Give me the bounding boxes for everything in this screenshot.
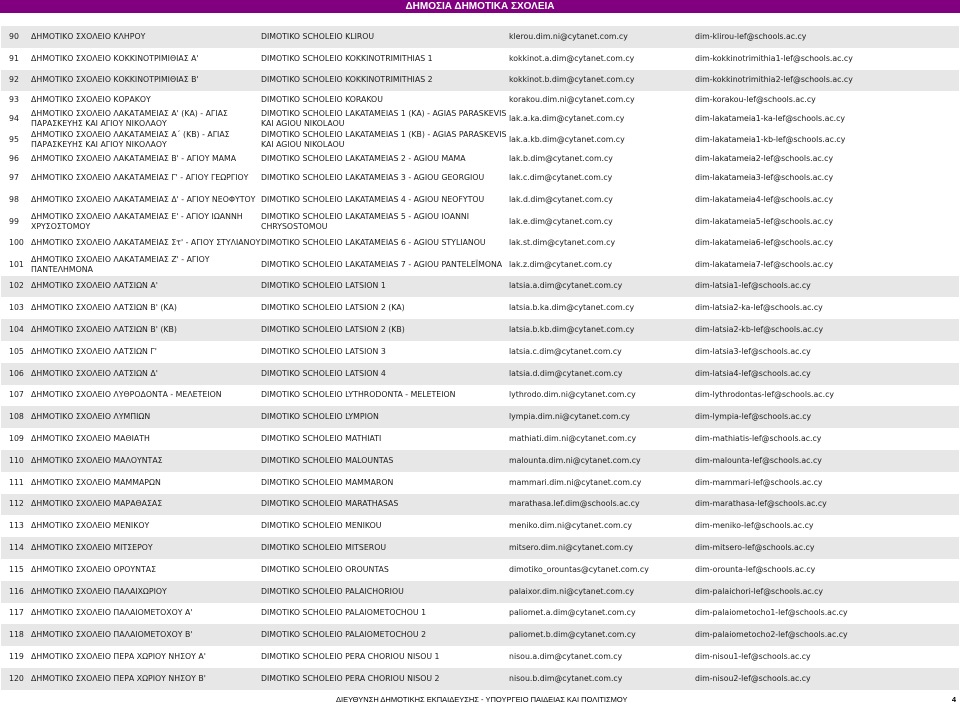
school-name-latin: DIMOTIKO SCHOLEIO LAKATAMEIAS 7 - AGIOU PANTELEÏMONA <box>261 259 503 269</box>
school-name-greek: ΔΗΜΟΤΙΚΟ ΣΧΟΛΕΙΟ ΠΑΛΑΙΧΩΡΙΟΥ <box>31 581 261 603</box>
school-email: lak.b.dim@cytanet.com.cy <box>509 154 613 164</box>
school-name-latin: DIMOTIKO SCHOLEIO MENIKOU <box>261 521 382 531</box>
row-number: 110 <box>1 450 31 472</box>
row-number: 117 <box>9 608 24 618</box>
school-school-email: dim-mitsero-lef@schools.ac.cy <box>695 537 959 559</box>
school-name-greek: ΔΗΜΟΤΙΚΟ ΣΧΟΛΕΙΟ ΛΥΜΠΙΩΝ <box>31 406 261 428</box>
school-email: palaixor.dim.ni@cytanet.com.cy <box>509 581 695 603</box>
row-number: 99 <box>9 216 19 226</box>
table-row <box>1 91 959 108</box>
school-school-email: dim-latsia2-ka-lef@schools.ac.cy <box>695 303 823 313</box>
row-number: 98 <box>9 194 19 204</box>
school-name-greek: ΔΗΜΟΤΙΚΟ ΣΧΟΛΕΙΟ ΠΕΡΑ ΧΩΡΙΟΥ ΝΗΣΟΥ Α' <box>31 651 206 661</box>
row-number: 120 <box>1 668 31 690</box>
school-school-email: dim-lakatameia2-lef@schools.ac.cy <box>695 154 834 164</box>
table-row <box>1 48 959 70</box>
school-name-latin: DIMOTIKO SCHOLEIO KOKKINOTRIMITHIAS 2 <box>261 70 509 92</box>
school-name-greek: ΔΗΜΟΤΙΚΟ ΣΧΟΛΕΙΟ ΛΑΚΑΤΑΜΕΙΑΣ Β' - ΑΓΙΟΥ ΜΑΜΑ <box>31 154 237 164</box>
row-number: 113 <box>9 521 24 531</box>
row-number: 107 <box>9 390 24 400</box>
school-email: lak.z.dim@cytanet.com.cy <box>509 259 613 269</box>
table-row <box>1 168 959 190</box>
table-row <box>1 559 959 581</box>
school-name-greek: ΔΗΜΟΤΙΚΟ ΣΧΟΛΕΙΟ ΜΙΤΣΕΡΟΥ <box>31 537 261 559</box>
school-name-latin: DIMOTIKO SCHOLEIO KOKKINOTRIMITHIAS 1 <box>261 53 433 63</box>
table-row <box>1 297 959 319</box>
school-school-email: dim-lakatameia4-lef@schools.ac.cy <box>695 194 834 204</box>
row-number: 94 <box>9 113 19 123</box>
school-name-greek: ΔΗΜΟΤΙΚΟ ΣΧΟΛΕΙΟ ΛΑΚΑΤΑΜΕΙΑΣ Δ' - ΑΓΙΟΥ ΝΕΟΦΥΤΟΥ <box>31 194 256 204</box>
table-row <box>1 406 959 428</box>
school-school-email: dim-lakatameia7-lef@schools.ac.cy <box>695 259 834 269</box>
school-school-email: dim-mammari-lef@schools.ac.cy <box>695 477 823 487</box>
row-number: 109 <box>9 434 24 444</box>
school-school-email: dim-palaiometocho2-lef@schools.ac.cy <box>695 624 959 646</box>
school-name-greek: ΔΗΜΟΤΙΚΟ ΣΧΟΛΕΙΟ ΜΕΝΙΚΟΥ <box>31 521 150 531</box>
school-name-greek: ΔΗΜΟΤΙΚΟ ΣΧΟΛΕΙΟ ΛΑΚΑΤΑΜΕΙΑΣ Γ' - ΑΓΙΟΥ ΓΕΩΡΓΙΟΥ <box>31 173 249 183</box>
row-number: 93 <box>9 94 19 104</box>
table-row <box>1 603 959 625</box>
school-name-latin: DIMOTIKO SCHOLEIO MITSEROU <box>261 537 509 559</box>
school-email: lak.st.dim@cytanet.com.cy <box>509 238 616 248</box>
school-email: kokkinot.b.dim@cytanet.com.cy <box>509 70 695 92</box>
school-name-latin: DIMOTIKO SCHOLEIO PALAICHORIOU <box>261 581 509 603</box>
school-name-greek: ΔΗΜΟΤΙΚΟ ΣΧΟΛΕΙΟ ΛΑΤΣΙΩΝ Β' (ΚΒ) <box>31 319 261 341</box>
row-number: 114 <box>1 537 31 559</box>
school-name-latin: DIMOTIKO SCHOLEIO LATSION 2 (KA) <box>261 303 405 313</box>
school-email: latsia.b.kb.dim@cytanet.com.cy <box>509 319 695 341</box>
school-email: lympia.dim.ni@cytanet.com.cy <box>509 406 695 428</box>
school-email: mathiati.dim.ni@cytanet.com.cy <box>509 434 637 444</box>
school-school-email: dim-kokkinotrimithia1-lef@schools.ac.cy <box>695 53 853 63</box>
row-number: 92 <box>1 70 31 92</box>
table-row <box>1 341 959 363</box>
school-school-email: dim-meniko-lef@schools.ac.cy <box>695 521 814 531</box>
row-number: 104 <box>1 319 31 341</box>
school-name-greek: ΔΗΜΟΤΙΚΟ ΣΧΟΛΕΙΟ ΛΥΘΡΟΔΟΝΤΑ - ΜΕΛΕΤΕΙΟΝ <box>31 390 222 400</box>
school-name-greek: ΔΗΜΟΤΙΚΟ ΣΧΟΛΕΙΟ ΜΑΛΟΥΝΤΑΣ <box>31 450 261 472</box>
school-name-greek: ΔΗΜΟΤΙΚΟ ΣΧΟΛΕΙΟ ΛΑΤΣΙΩΝ Δ' <box>31 363 261 385</box>
table-row <box>1 319 959 341</box>
page-title: ΔΗΜΟΣΙΑ ΔΗΜΟΤΙΚΑ ΣΧΟΛΕΙΑ <box>0 0 960 13</box>
table-row <box>1 428 959 450</box>
row-number: 106 <box>1 363 31 385</box>
school-school-email: dim-lympia-lef@schools.ac.cy <box>695 406 959 428</box>
row-number: 115 <box>9 564 24 574</box>
school-name-latin: DIMOTIKO SCHOLEIO KLIROU <box>261 26 509 48</box>
school-name-latin: DIMOTIKO SCHOLEIO LYTHRODONTA - MELETEION <box>261 390 456 400</box>
school-name-latin: DIMOTIKO SCHOLEIO MALOUNTAS <box>261 450 509 472</box>
table-row <box>1 26 959 48</box>
row-number: 108 <box>1 406 31 428</box>
school-name-latin: DIMOTIKO SCHOLEIO LATSION 2 (KB) <box>261 319 509 341</box>
school-email: latsia.d.dim@cytanet.com.cy <box>509 363 695 385</box>
school-name-latin: DIMOTIKO SCHOLEIO LATSION 1 <box>261 276 509 298</box>
school-school-email: dim-klirou-lef@schools.ac.cy <box>695 26 959 48</box>
school-name-latin: DIMOTIKO SCHOLEIO MATHIATI <box>261 434 382 444</box>
school-name-latin: DIMOTIKO SCHOLEIO LAKATAMEIAS 5 - AGIOU IOANNI CHRYSOSTOMOU <box>261 211 470 231</box>
school-name-greek: ΔΗΜΟΤΙΚΟ ΣΧΟΛΕΙΟ ΛΑΤΣΙΩΝ Β' (ΚΑ) <box>31 303 177 313</box>
school-school-email: dim-nisou1-lef@schools.ac.cy <box>695 651 811 661</box>
row-number: 102 <box>1 276 31 298</box>
row-number: 96 <box>9 154 19 164</box>
table-row <box>1 646 959 668</box>
page-footer <box>0 695 960 705</box>
school-name-greek: ΔΗΜΟΤΙΚΟ ΣΧΟΛΕΙΟ ΜΑΜΜΑΡΩΝ <box>31 477 161 487</box>
table-row <box>1 211 959 233</box>
table-row <box>1 276 959 298</box>
school-email: klerou.dim.ni@cytanet.com.cy <box>509 26 695 48</box>
row-number: 101 <box>9 259 24 269</box>
school-school-email: dim-lakatameia1-kb-lef@schools.ac.cy <box>695 135 846 145</box>
school-email: lak.c.dim@cytanet.com.cy <box>509 173 613 183</box>
school-school-email: dim-palaichori-lef@schools.ac.cy <box>695 581 959 603</box>
school-email: nisou.a.dim@cytanet.com.cy <box>509 651 623 661</box>
school-name-latin: DIMOTIKO SCHOLEIO LAKATAMEIAS 3 - AGIOU GEORGIOU <box>261 173 485 183</box>
table-row <box>1 494 959 516</box>
school-name-latin: DIMOTIKO SCHOLEIO LAKATAMEIAS 1 (KB) - AGIAS PARASKEVIS KAI AGIOU NIKOLAOU <box>261 130 507 150</box>
school-name-latin: DIMOTIKO SCHOLEIO PERA CHORIOU NISOU 1 <box>261 651 440 661</box>
school-name-greek: ΔΗΜΟΤΙΚΟ ΣΧΟΛΕΙΟ ΠΑΛΑΙΟΜΕΤΟΧΟΥ Β' <box>31 624 261 646</box>
table-row <box>1 363 959 385</box>
school-name-greek: ΔΗΜΟΤΙΚΟ ΣΧΟΛΕΙΟ ΛΑΚΑΤΑΜΕΙΑΣ Στ' - ΑΓΙΟΥ ΣΤΥΛΙΑΝΟΥ <box>31 238 261 248</box>
schools-table-body <box>1 26 959 690</box>
school-email: paliomet.a.dim@cytanet.com.cy <box>509 608 636 618</box>
table-row <box>1 129 959 151</box>
school-name-greek: ΔΗΜΟΤΙΚΟ ΣΧΟΛΕΙΟ ΛΑΤΣΙΩΝ Α' <box>31 276 261 298</box>
school-email: latsia.b.ka.dim@cytanet.com.cy <box>509 303 635 313</box>
school-email: lak.a.kb.dim@cytanet.com.cy <box>509 135 625 145</box>
row-number: 111 <box>9 477 24 487</box>
page-number: 4 <box>951 695 956 704</box>
school-name-latin: DIMOTIKO SCHOLEIO LAKATAMEIAS 1 (KA) - AGIAS PARASKEVIS KAI AGIOU NIKOLAOU <box>261 108 507 128</box>
school-email: dimotiko_orountas@cytanet.com.cy <box>509 564 649 574</box>
schools-table <box>1 26 959 690</box>
school-email: paliomet.b.dim@cytanet.com.cy <box>509 624 695 646</box>
school-name-greek: ΔΗΜΟΤΙΚΟ ΣΧΟΛΕΙΟ ΚΛΗΡΟΥ <box>31 26 261 48</box>
school-name-greek: ΔΗΜΟΤΙΚΟ ΣΧΟΛΕΙΟ ΛΑΚΑΤΑΜΕΙΑΣ Α' (ΚΑ) - ΑΓΙΑΣ ΠΑΡΑΣΚΕΥΗΣ ΚΑΙ ΑΓΙΟΥ ΝΙΚΟΛΑΟΥ <box>31 108 228 128</box>
row-number: 116 <box>1 581 31 603</box>
school-school-email: dim-latsia1-lef@schools.ac.cy <box>695 276 959 298</box>
school-school-email: dim-palaiometocho1-lef@schools.ac.cy <box>695 608 848 618</box>
school-name-latin: DIMOTIKO SCHOLEIO MARATHASAS <box>261 494 509 516</box>
row-number: 105 <box>9 346 24 356</box>
school-name-latin: DIMOTIKO SCHOLEIO LAKATAMEIAS 2 - AGIOU MAMA <box>261 154 466 164</box>
school-name-latin: DIMOTIKO SCHOLEIO KORAKOU <box>261 94 383 104</box>
table-row <box>1 624 959 646</box>
school-name-greek: ΔΗΜΟΤΙΚΟ ΣΧΟΛΕΙΟ ΛΑΚΑΤΑΜΕΙΑΣ Α΄ (ΚΒ) - ΑΓΙΑΣ ΠΑΡΑΣΚΕΥΗΣ ΚΑΙ ΑΓΙΟΥ ΝΙΚΟΛΑΟΥ <box>31 130 230 150</box>
school-school-email: dim-lakatameia6-lef@schools.ac.cy <box>695 238 834 248</box>
school-email: meniko.dim.ni@cytanet.com.cy <box>509 521 632 531</box>
school-name-greek: ΔΗΜΟΤΙΚΟ ΣΧΟΛΕΙΟ ΛΑΤΣΙΩΝ Γ' <box>31 346 157 356</box>
school-name-greek: ΔΗΜΟΤΙΚΟ ΣΧΟΛΕΙΟ ΠΕΡΑ ΧΩΡΙΟΥ ΝΗΣΟΥ Β' <box>31 668 261 690</box>
school-name-greek: ΔΗΜΟΤΙΚΟ ΣΧΟΛΕΙΟ ΟΡΟΥΝΤΑΣ <box>31 564 157 574</box>
school-school-email: dim-latsia2-kb-lef@schools.ac.cy <box>695 319 959 341</box>
school-email: latsia.c.dim@cytanet.com.cy <box>509 346 622 356</box>
school-name-latin: DIMOTIKO SCHOLEIO PALAIOMETOCHOU 2 <box>261 624 509 646</box>
school-name-greek: ΔΗΜΟΤΙΚΟ ΣΧΟΛΕΙΟ ΜΑΡΑΘΑΣΑΣ <box>31 494 261 516</box>
school-name-latin: DIMOTIKO SCHOLEIO LATSION 4 <box>261 363 509 385</box>
school-name-latin: DIMOTIKO SCHOLEIO LAKATAMEIAS 4 - AGIOU NEOFYTOU <box>261 194 485 204</box>
table-row <box>1 108 959 130</box>
school-name-greek: ΔΗΜΟΤΙΚΟ ΣΧΟΛΕΙΟ ΚΟΡΑΚΟΥ <box>31 94 151 104</box>
school-name-greek: ΔΗΜΟΤΙΚΟ ΣΧΟΛΕΙΟ ΚΟΚΚΙΝΟΤΡΙΜΙΘΙΑΣ Α' <box>31 53 199 63</box>
school-name-greek: ΔΗΜΟΤΙΚΟ ΣΧΟΛΕΙΟ ΚΟΚΚΙΝΟΤΡΙΜΙΘΙΑΣ Β' <box>31 70 261 92</box>
school-email: latsia.a.dim@cytanet.com.cy <box>509 276 695 298</box>
school-school-email: dim-latsia3-lef@schools.ac.cy <box>695 346 811 356</box>
school-school-email: dim-kokkinotrimithia2-lef@schools.ac.cy <box>695 70 959 92</box>
school-email: lythrodo.dim.ni@cytanet.com.cy <box>509 390 636 400</box>
row-number: 100 <box>9 238 24 248</box>
school-name-latin: DIMOTIKO SCHOLEIO LAKATAMEIAS 6 - AGIOU STYLIANOU <box>261 238 486 248</box>
table-row <box>1 515 959 537</box>
row-number: 119 <box>9 651 24 661</box>
school-school-email: dim-nisou2-lef@schools.ac.cy <box>695 668 959 690</box>
school-school-email: dim-korakou-lef@schools.ac.cy <box>695 94 816 104</box>
school-name-latin: DIMOTIKO SCHOLEIO LYMPION <box>261 406 509 428</box>
school-school-email: dim-lakatameia1-ka-lef@schools.ac.cy <box>695 113 846 123</box>
school-school-email: dim-latsia4-lef@schools.ac.cy <box>695 363 959 385</box>
table-row <box>1 385 959 407</box>
table-row <box>1 472 959 494</box>
school-email: lak.a.ka.dim@cytanet.com.cy <box>509 113 625 123</box>
row-number: 97 <box>9 173 19 183</box>
table-row <box>1 254 959 276</box>
school-name-latin: DIMOTIKO SCHOLEIO OROUNTAS <box>261 564 389 574</box>
school-email: marathasa.lef.dim@schools.ac.cy <box>509 494 695 516</box>
school-email: lak.e.dim@cytanet.com.cy <box>509 216 613 226</box>
row-number: 91 <box>9 53 19 63</box>
row-number: 103 <box>9 303 24 313</box>
school-school-email: dim-malounta-lef@schools.ac.cy <box>695 450 959 472</box>
school-email: malounta.dim.ni@cytanet.com.cy <box>509 450 695 472</box>
row-number: 90 <box>1 26 31 48</box>
school-school-email: dim-marathasa-lef@schools.ac.cy <box>695 494 959 516</box>
table-row <box>1 537 959 559</box>
school-email: mitsero.dim.ni@cytanet.com.cy <box>509 537 695 559</box>
school-email: kokkinot.a.dim@cytanet.com.cy <box>509 53 635 63</box>
row-number: 112 <box>1 494 31 516</box>
school-email: mammari.dim.ni@cytanet.com.cy <box>509 477 642 487</box>
school-name-latin: DIMOTIKO SCHOLEIO PALAIOMETOCHOU 1 <box>261 608 427 618</box>
school-school-email: dim-mathiatis-lef@schools.ac.cy <box>695 434 822 444</box>
table-row <box>1 189 959 211</box>
school-name-greek: ΔΗΜΟΤΙΚΟ ΣΧΟΛΕΙΟ ΠΑΛΑΙΟΜΕΤΟΧΟΥ Α' <box>31 608 193 618</box>
school-email: korakou.dim.ni@cytanet.com.cy <box>509 94 635 104</box>
table-row <box>1 70 959 92</box>
school-name-latin: DIMOTIKO SCHOLEIO LATSION 3 <box>261 346 386 356</box>
school-email: lak.d.dim@cytanet.com.cy <box>509 194 613 204</box>
table-row <box>1 581 959 603</box>
footer-ministry: ΔΙΕΥΘΥΝΣΗ ΔΗΜΟΤΙΚΗΣ ΕΚΠΑΙΔΕΥΣΗΣ - ΥΠΟΥΡΓΕΙΟ ΠΑΙΔΕΙΑΣ ΚΑΙ ΠΟΛΙΤΙΣΜΟΥ <box>336 695 628 704</box>
school-name-greek: ΔΗΜΟΤΙΚΟ ΣΧΟΛΕΙΟ ΛΑΚΑΤΑΜΕΙΑΣ Ζ' - ΑΓΙΟΥ ΠΑΝΤΕΛΗΜΟΝΑ <box>31 254 210 274</box>
table-row <box>1 668 959 690</box>
school-school-email: dim-lythrodontas-lef@schools.ac.cy <box>695 390 834 400</box>
school-name-latin: DIMOTIKO SCHOLEIO MAMMARON <box>261 477 394 487</box>
row-number: 95 <box>9 135 19 145</box>
school-name-latin: DIMOTIKO SCHOLEIO PERA CHORIOU NISOU 2 <box>261 668 509 690</box>
school-school-email: dim-lakatameia5-lef@schools.ac.cy <box>695 216 834 226</box>
row-number: 118 <box>1 624 31 646</box>
table-row <box>1 232 959 254</box>
school-school-email: dim-lakatameia3-lef@schools.ac.cy <box>695 173 834 183</box>
school-school-email: dim-orounta-lef@schools.ac.cy <box>695 564 816 574</box>
school-email: nisou.b.dim@cytanet.com.cy <box>509 668 695 690</box>
table-row <box>1 151 959 168</box>
table-row <box>1 450 959 472</box>
school-name-greek: ΔΗΜΟΤΙΚΟ ΣΧΟΛΕΙΟ ΜΑΘΙΑΤΗ <box>31 434 150 444</box>
school-name-greek: ΔΗΜΟΤΙΚΟ ΣΧΟΛΕΙΟ ΛΑΚΑΤΑΜΕΙΑΣ Ε' - ΑΓΙΟΥ ΙΩΑΝΝΗ ΧΡΥΣΟΣΤΟΜΟΥ <box>31 211 243 231</box>
